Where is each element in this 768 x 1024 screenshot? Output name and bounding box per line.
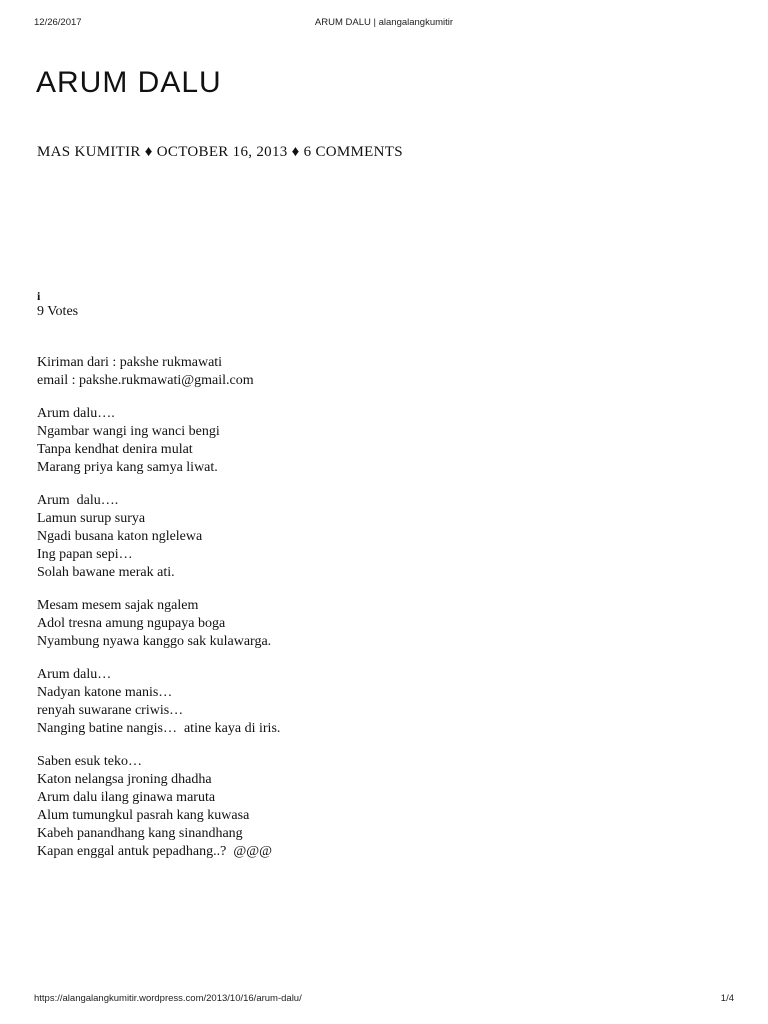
paragraph-line: Mesam mesem sajak ngalem <box>37 598 199 613</box>
print-header <box>0 17 768 31</box>
paragraph-line: Ing papan sepi… <box>37 547 133 562</box>
paragraph <box>37 597 717 651</box>
paragraph <box>37 753 717 861</box>
paragraph-line: Nanging batine nangis… atine kaya di iris. <box>37 721 281 736</box>
paragraph-line: Marang priya kang samya liwat. <box>37 460 218 475</box>
paragraph-line: Ngambar wangi ing wanci bengi <box>37 424 220 439</box>
paragraph-line: Tanpa kendhat denira mulat <box>37 442 193 457</box>
paragraph <box>37 666 717 738</box>
paragraph-line: Arum dalu… <box>37 667 112 682</box>
post-meta[interactable]: MAS KUMITIR ♦ OCTOBER 16, 2013 ♦ 6 COMMENTS <box>37 144 403 160</box>
paragraph-line: Kiriman dari : pakshe rukmawati <box>37 355 223 370</box>
post-content <box>37 354 717 876</box>
paragraph-line: Nyambung nyawa kanggo sak kulawarga. <box>37 634 272 649</box>
paragraph-line: Nadyan katone manis… <box>37 685 173 700</box>
paragraph-line: Kapan enggal antuk pepadhang..? @@@ <box>37 844 272 859</box>
email-link[interactable]: email : pakshe.rukmawati@gmail.com <box>37 373 254 388</box>
post-title: ARUM DALU <box>36 66 222 99</box>
paragraph-line: Arum dalu ilang ginawa maruta <box>37 790 216 805</box>
page-number: 1/4 <box>720 993 734 1004</box>
paragraph-line: Arum dalu…. <box>37 493 119 508</box>
paragraph <box>37 405 717 477</box>
vote-count: 9 Votes <box>37 304 79 319</box>
paragraph-line: Kabeh panandhang kang sinandhang <box>37 826 243 841</box>
paragraph <box>37 492 717 582</box>
print-footer <box>0 993 768 1007</box>
paragraph-line: renyah suwarane criwis… <box>37 703 184 718</box>
page-url[interactable]: https://alangalangkumitir.wordpress.com/2013/10/16/arum-dalu/ <box>34 993 302 1004</box>
paragraph-line: Lamun surup surya <box>37 511 146 526</box>
print-page-title: ARUM DALU | alangalangkumitir <box>314 17 454 28</box>
paragraph-line: Saben esuk teko… <box>37 754 142 769</box>
paragraph <box>37 354 717 390</box>
paragraph-line: Alum tumungkul pasrah kang kuwasa <box>37 808 250 823</box>
paragraph-line: Arum dalu…. <box>37 406 115 421</box>
paragraph-line: Ngadi busana katon nglelewa <box>37 529 203 544</box>
paragraph-line: Solah bawane merak ati. <box>37 565 175 580</box>
print-date: 12/26/2017 <box>34 17 82 28</box>
paragraph-line: Adol tresna amung ngupaya boga <box>37 616 226 631</box>
paragraph-line: Katon nelangsa jroning dhadha <box>37 772 212 787</box>
rating-info-icon[interactable]: i <box>37 289 41 303</box>
